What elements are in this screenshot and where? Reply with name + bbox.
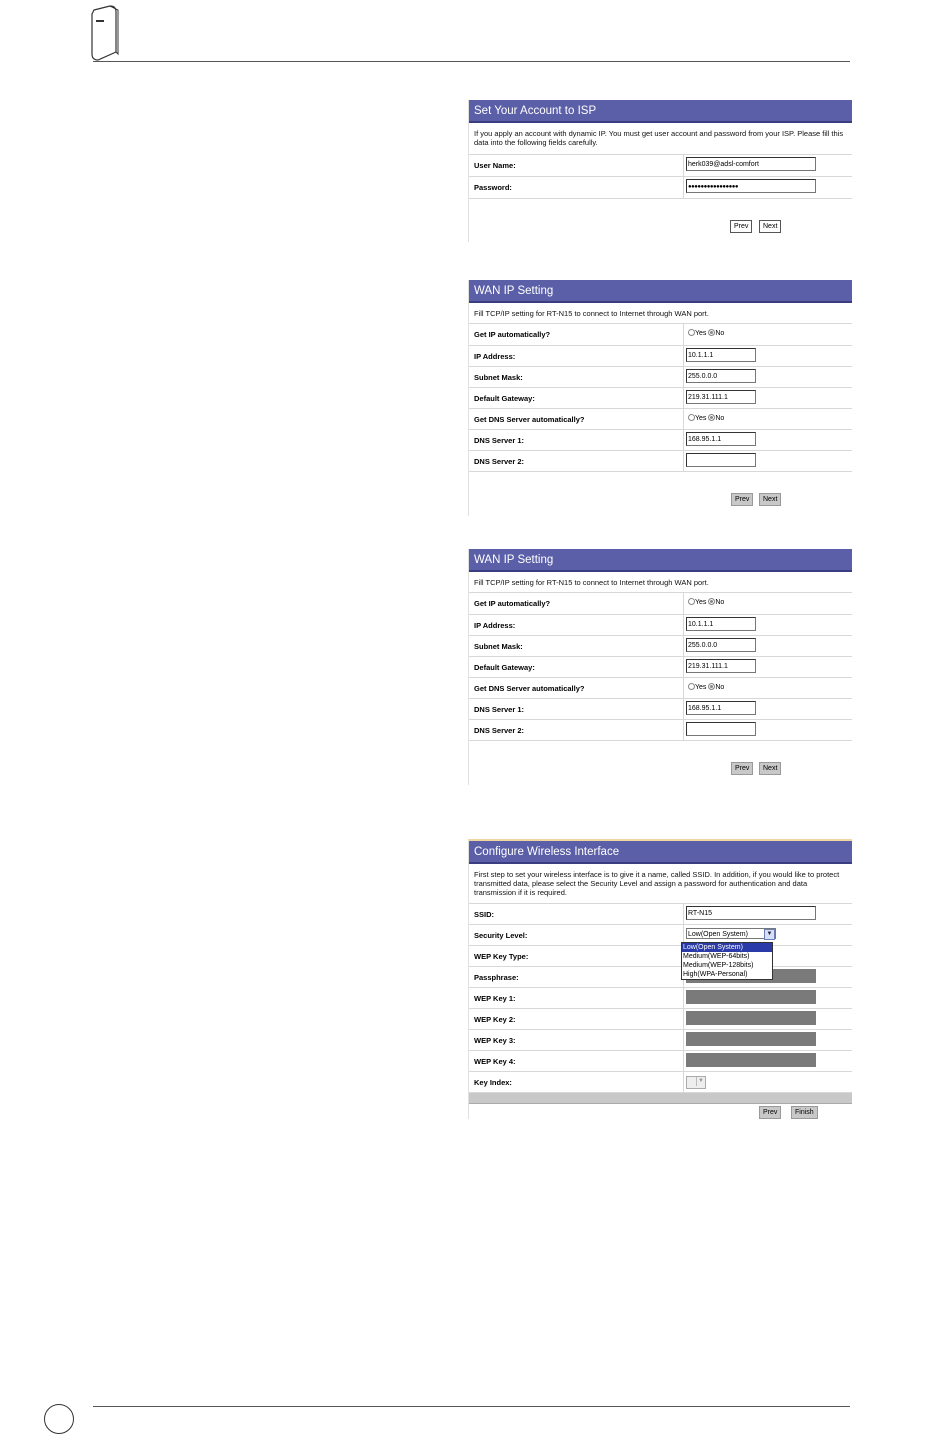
- gateway-label: Default Gateway:: [469, 657, 684, 677]
- get-ip-radio-group: [688, 328, 724, 340]
- wan-ip-panel-2: [468, 549, 852, 785]
- get-dns-label: Get DNS Server automatically?: [469, 409, 684, 429]
- passphrase-label: Passphrase:: [469, 967, 684, 987]
- get-ip-label: Get IP automatically?: [469, 593, 684, 614]
- security-level-dropdown: [681, 942, 773, 980]
- wep-type-row: [469, 946, 852, 967]
- panel-button-bar: [469, 1103, 852, 1121]
- wireless-panel: [468, 839, 852, 1119]
- dns1-label: DNS Server 1:: [469, 699, 684, 719]
- prev-button[interactable]: Prev: [731, 762, 753, 775]
- dns1-input[interactable]: 168.95.1.1: [686, 432, 756, 446]
- key3-label: WEP Key 3:: [469, 1030, 684, 1050]
- yes-radio[interactable]: [688, 414, 695, 421]
- chevron-down-icon[interactable]: ▼: [764, 929, 775, 940]
- key-index-select: [686, 1076, 706, 1089]
- password-input[interactable]: ●●●●●●●●●●●●●●●●: [686, 179, 816, 193]
- footer-rule: [93, 1406, 850, 1407]
- key-index-row: [469, 1072, 852, 1093]
- no-label: No: [715, 415, 725, 422]
- ip-label: IP Address:: [469, 615, 684, 635]
- passphrase-row: [469, 967, 852, 988]
- yes-radio[interactable]: [688, 329, 695, 336]
- panel-title: Set Your Account to ISP: [469, 100, 852, 123]
- security-level-select[interactable]: [686, 928, 776, 939]
- panel-description: First step to set your wireless interface is to give it a name, called SSID. In addition, if you would like to protect transmitted data, please select the Security Level and assign a password for authentication and data transmission if it is required.: [469, 864, 852, 904]
- dropdown-option[interactable]: Medium(WEP-128bits): [683, 962, 754, 969]
- dns1-label: DNS Server 1:: [469, 430, 684, 450]
- password-row: [469, 177, 852, 199]
- ip-input[interactable]: 10.1.1.1: [686, 348, 756, 362]
- gateway-input[interactable]: 219.31.111.1: [686, 390, 756, 404]
- gateway-input[interactable]: 219.31.111.1: [686, 659, 756, 673]
- mask-row: [469, 367, 852, 388]
- get-dns-radio-group: [688, 682, 724, 694]
- mask-input[interactable]: 255.0.0.0: [686, 638, 756, 652]
- key4-row: [469, 1051, 852, 1072]
- mask-input[interactable]: 255.0.0.0: [686, 369, 756, 383]
- finish-button[interactable]: Finish: [791, 1106, 818, 1119]
- next-button[interactable]: Next: [759, 762, 781, 775]
- gateway-row: [469, 657, 852, 678]
- get-ip-radio-group: [688, 597, 724, 609]
- router-icon: [88, 4, 122, 62]
- yes-label: Yes: [695, 330, 707, 337]
- isp-account-panel: [468, 100, 852, 242]
- yes-label: Yes: [695, 415, 707, 422]
- no-label: No: [715, 684, 725, 691]
- next-button[interactable]: Next: [759, 220, 781, 233]
- security-selected-value: Low(Open System): [688, 931, 748, 938]
- no-label: No: [715, 330, 725, 337]
- panel-description: If you apply an account with dynamic IP. You must get user account and password from your ISP. Please fill this data into the following fields carefully.: [469, 123, 852, 155]
- get-dns-radio-group: [688, 413, 724, 425]
- key2-row: [469, 1009, 852, 1030]
- dns1-row: [469, 430, 852, 451]
- wep-key1-input: [686, 990, 816, 1004]
- chevron-down-icon: ▼: [696, 1077, 705, 1086]
- key1-label: WEP Key 1:: [469, 988, 684, 1008]
- ip-input[interactable]: 10.1.1.1: [686, 617, 756, 631]
- get-dns-row: [469, 409, 852, 430]
- next-button[interactable]: Next: [759, 493, 781, 506]
- prev-button[interactable]: Prev: [731, 493, 753, 506]
- gateway-label: Default Gateway:: [469, 388, 684, 408]
- get-ip-row: [469, 324, 852, 346]
- panel-title: WAN IP Setting: [469, 549, 852, 572]
- dns2-row: [469, 720, 852, 741]
- key3-row: [469, 1030, 852, 1051]
- panel-title: Configure Wireless Interface: [469, 841, 852, 864]
- key2-label: WEP Key 2:: [469, 1009, 684, 1029]
- username-input[interactable]: herk039@adsl-comfort: [686, 157, 816, 171]
- mask-label: Subnet Mask:: [469, 636, 684, 656]
- password-label: Password:: [469, 177, 684, 198]
- yes-radio[interactable]: [688, 683, 695, 690]
- username-label: User Name:: [469, 155, 684, 176]
- dns1-row: [469, 699, 852, 720]
- username-row: [469, 155, 852, 177]
- wep-type-label: WEP Key Type:: [469, 946, 684, 966]
- yes-label: Yes: [695, 599, 707, 606]
- get-ip-row: [469, 593, 852, 615]
- ip-row: [469, 346, 852, 367]
- dropdown-option[interactable]: Medium(WEP-64bits): [683, 953, 750, 960]
- ssid-input[interactable]: RT-N15: [686, 906, 816, 920]
- header-rule: [93, 61, 850, 62]
- prev-button[interactable]: Prev: [759, 1106, 781, 1119]
- yes-radio[interactable]: [688, 598, 695, 605]
- wan-ip-panel-1: [468, 280, 852, 516]
- ssid-row: [469, 904, 852, 925]
- mask-label: Subnet Mask:: [469, 367, 684, 387]
- wep-key2-input: [686, 1011, 816, 1025]
- dns2-input[interactable]: [686, 453, 756, 467]
- ssid-label: SSID:: [469, 904, 684, 924]
- get-ip-label: Get IP automatically?: [469, 324, 684, 345]
- no-label: No: [715, 599, 725, 606]
- panel-footer-bar: [469, 1093, 852, 1103]
- ip-label: IP Address:: [469, 346, 684, 366]
- dropdown-option[interactable]: High(WPA-Personal): [683, 971, 748, 978]
- dropdown-option[interactable]: Low(Open System): [682, 943, 772, 952]
- ip-row: [469, 615, 852, 636]
- dns2-label: DNS Server 2:: [469, 720, 684, 740]
- dns2-row: [469, 451, 852, 472]
- get-dns-label: Get DNS Server automatically?: [469, 678, 684, 698]
- security-row: [469, 925, 852, 946]
- wep-key3-input: [686, 1032, 816, 1046]
- key-index-label: Key Index:: [469, 1072, 684, 1092]
- key1-row: [469, 988, 852, 1009]
- dns2-input[interactable]: [686, 722, 756, 736]
- yes-label: Yes: [695, 684, 707, 691]
- dns1-input[interactable]: 168.95.1.1: [686, 701, 756, 715]
- prev-button[interactable]: Prev: [730, 220, 752, 233]
- mask-row: [469, 636, 852, 657]
- panel-description: Fill TCP/IP setting for RT-N15 to connect to Internet through WAN port.: [469, 572, 852, 593]
- wep-key4-input: [686, 1053, 816, 1067]
- panel-title: WAN IP Setting: [469, 280, 852, 303]
- get-dns-row: [469, 678, 852, 699]
- security-label: Security Level:: [469, 925, 684, 945]
- gateway-row: [469, 388, 852, 409]
- key4-label: WEP Key 4:: [469, 1051, 684, 1071]
- panel-description: Fill TCP/IP setting for RT-N15 to connect to Internet through WAN port.: [469, 303, 852, 324]
- page-number-circle: [44, 1404, 74, 1434]
- dns2-label: DNS Server 2:: [469, 451, 684, 471]
